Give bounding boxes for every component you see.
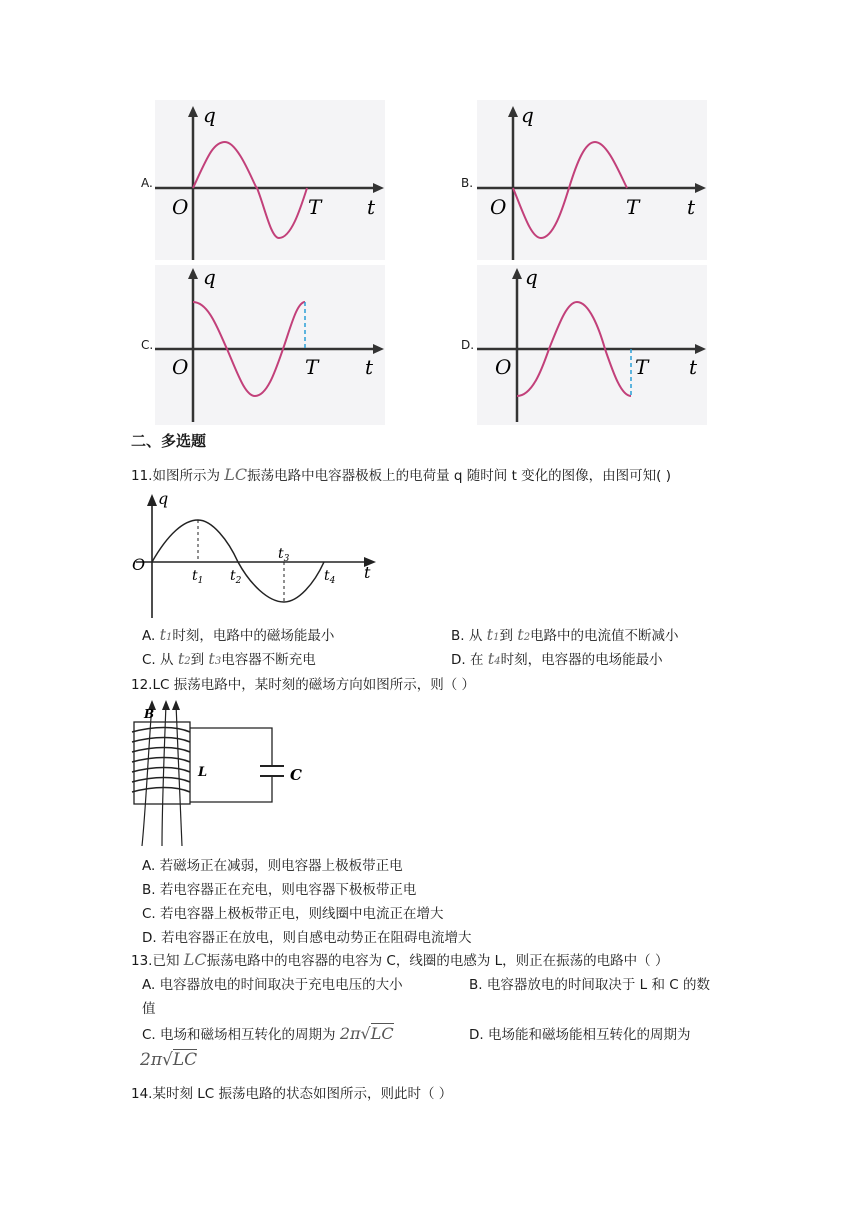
q11-o-label: O [132,555,146,574]
graph-b-t-label: t [687,195,696,219]
q13-c-sqrt-icon: √ [360,1024,371,1043]
q13-option-b: B. 电容器放电的时间取决于 L 和 C 的数 [469,977,710,993]
q11-b-sub1: 1 [493,632,500,643]
q13-c-lc: LC [370,1024,394,1043]
q13-c-text: C. 电场和磁场相互转化的周期为 [142,1027,340,1043]
question-12-stem: 12.LC 振荡电路中，某时刻的磁场方向如图所示，则（ ） [131,677,475,693]
graph-a-q-label: q [203,103,216,127]
q11-b-var1: t [486,625,494,644]
q13-lc-formula: LC [183,950,207,969]
q11-c-prefix: C. 从 [142,652,178,668]
q13-option-a-continued: 值 [142,1001,156,1017]
q11-stem-prefix: 11.如图所示为 [131,468,225,484]
q11-c-var2: t [208,649,215,668]
q12-option-d: D. 若电容器正在放电，则自感电动势正在阻碍电流增大 [142,930,472,946]
q12-l-label: L [198,765,208,780]
q11-a-prefix: A. [142,628,160,644]
q11-option-d [451,648,663,668]
q11-b-prefix: B. 从 [451,628,487,644]
q11-option-c [142,648,316,668]
q11-c-sub1: 2 [184,656,191,667]
q11-option-b [451,624,679,644]
q11-c-var1: t [177,649,185,668]
q11-b-var2: t [517,625,524,644]
q13-option-c [142,1023,394,1043]
q12-option-c: C. 若电容器上极板带正电，则线圈中电流正在增大 [142,906,444,922]
q13-option-d-formula [140,1050,197,1070]
q11-c-mid: 到 [190,652,209,668]
graph-d-T-label: T [635,355,649,379]
q11-b-sub2: 2 [523,632,531,643]
section-heading: 二、多选题 [131,432,207,450]
q12-option-b: B. 若电容器正在充电，则电容器下极板带正电 [142,882,417,898]
q13-d-sqrt-icon: √ [162,1050,173,1070]
q11-d-var: t [487,649,495,668]
q13-option-d: D. 电场能和磁场能相互转化的周期为 [469,1027,691,1043]
q11-d-sub: 4 [494,656,501,667]
q13-stem-suffix: 振荡电路中的电容器的电容为 C，线圈的电感为 L，则正在振荡的电路中（ ） [206,953,669,969]
question-13-stem [131,949,668,969]
graph-c-t-label: t [365,355,374,379]
option-d-label: D. [461,338,475,352]
q11-d-prefix: D. 在 [451,652,488,668]
question-14-stem: 14.某时刻 LC 振荡电路的状态如图所示，则此时（ ） [131,1086,453,1102]
graph-c-q-label: q [203,265,216,289]
q11-b-mid: 到 [499,628,518,644]
graph-a-t-label: t [367,195,376,219]
q11-d-text: 时刻，电容器的电场能最小 [500,652,663,668]
q12-b-label: B [144,707,155,721]
q12-lc-circuit-figure [124,696,309,848]
q12-c-label: C [290,766,302,784]
q11-a-sub: 1 [166,632,173,643]
option-a-label: A. [141,176,153,190]
q13-c-two-pi: 2π [339,1024,361,1043]
graph-d-q-label: q [525,265,538,289]
question-11-stem [131,464,671,484]
graph-c-T-label: T [305,355,319,379]
graph-b-T-label: T [626,195,640,219]
q11-q-label: q [158,490,169,508]
graph-b [477,100,712,265]
graph-c [155,262,390,427]
graph-d-o-label: O [495,355,512,379]
q11-b-text: 电路中的电流值不断减小 [530,628,679,644]
graph-d-t-label: t [689,355,698,379]
q11-t1-label: $t_1$ [192,568,204,586]
q11-charge-time-graph [128,490,383,620]
graph-b-o-label: O [490,195,507,219]
option-b-label: B. [461,176,474,190]
q11-option-a [142,624,334,644]
graph-d [477,262,712,427]
q11-lc-formula: LC [224,465,248,484]
graph-a-o-label: O [172,195,189,219]
q11-stem-suffix: 振荡电路中电容器极板上的电荷量 q 随时间 t 变化的图像，由图可知( ) [247,468,671,484]
q13-c-formula [340,1023,394,1043]
q11-a-text: 时刻，电路中的磁场能最小 [172,628,335,644]
q13-option-a: A. 电容器放电的时间取决于充电电压的大小 [142,977,403,993]
q11-t-label: t [364,563,371,582]
graph-a-T-label: T [308,195,322,219]
q11-t4-label: $t_4$ [324,568,336,586]
graph-c-o-label: O [172,355,189,379]
graph-a [155,100,390,265]
option-c-label: C. [141,338,154,352]
q11-a-var: t [159,625,167,644]
q12-option-a: A. 若磁场正在减弱，则电容器上极板带正电 [142,858,403,874]
q11-c-text: 电容器不断充电 [221,652,316,668]
q13-d-two-pi: 2π [140,1050,162,1070]
q11-t3-label: $t_3$ [278,546,290,564]
q13-d-lc: LC [172,1050,198,1070]
q13-stem-prefix: 13.已知 [131,953,184,969]
q11-t2-label: $t_2$ [230,568,242,586]
graph-b-q-label: q [521,103,534,127]
q11-c-sub2: 3 [214,656,222,667]
